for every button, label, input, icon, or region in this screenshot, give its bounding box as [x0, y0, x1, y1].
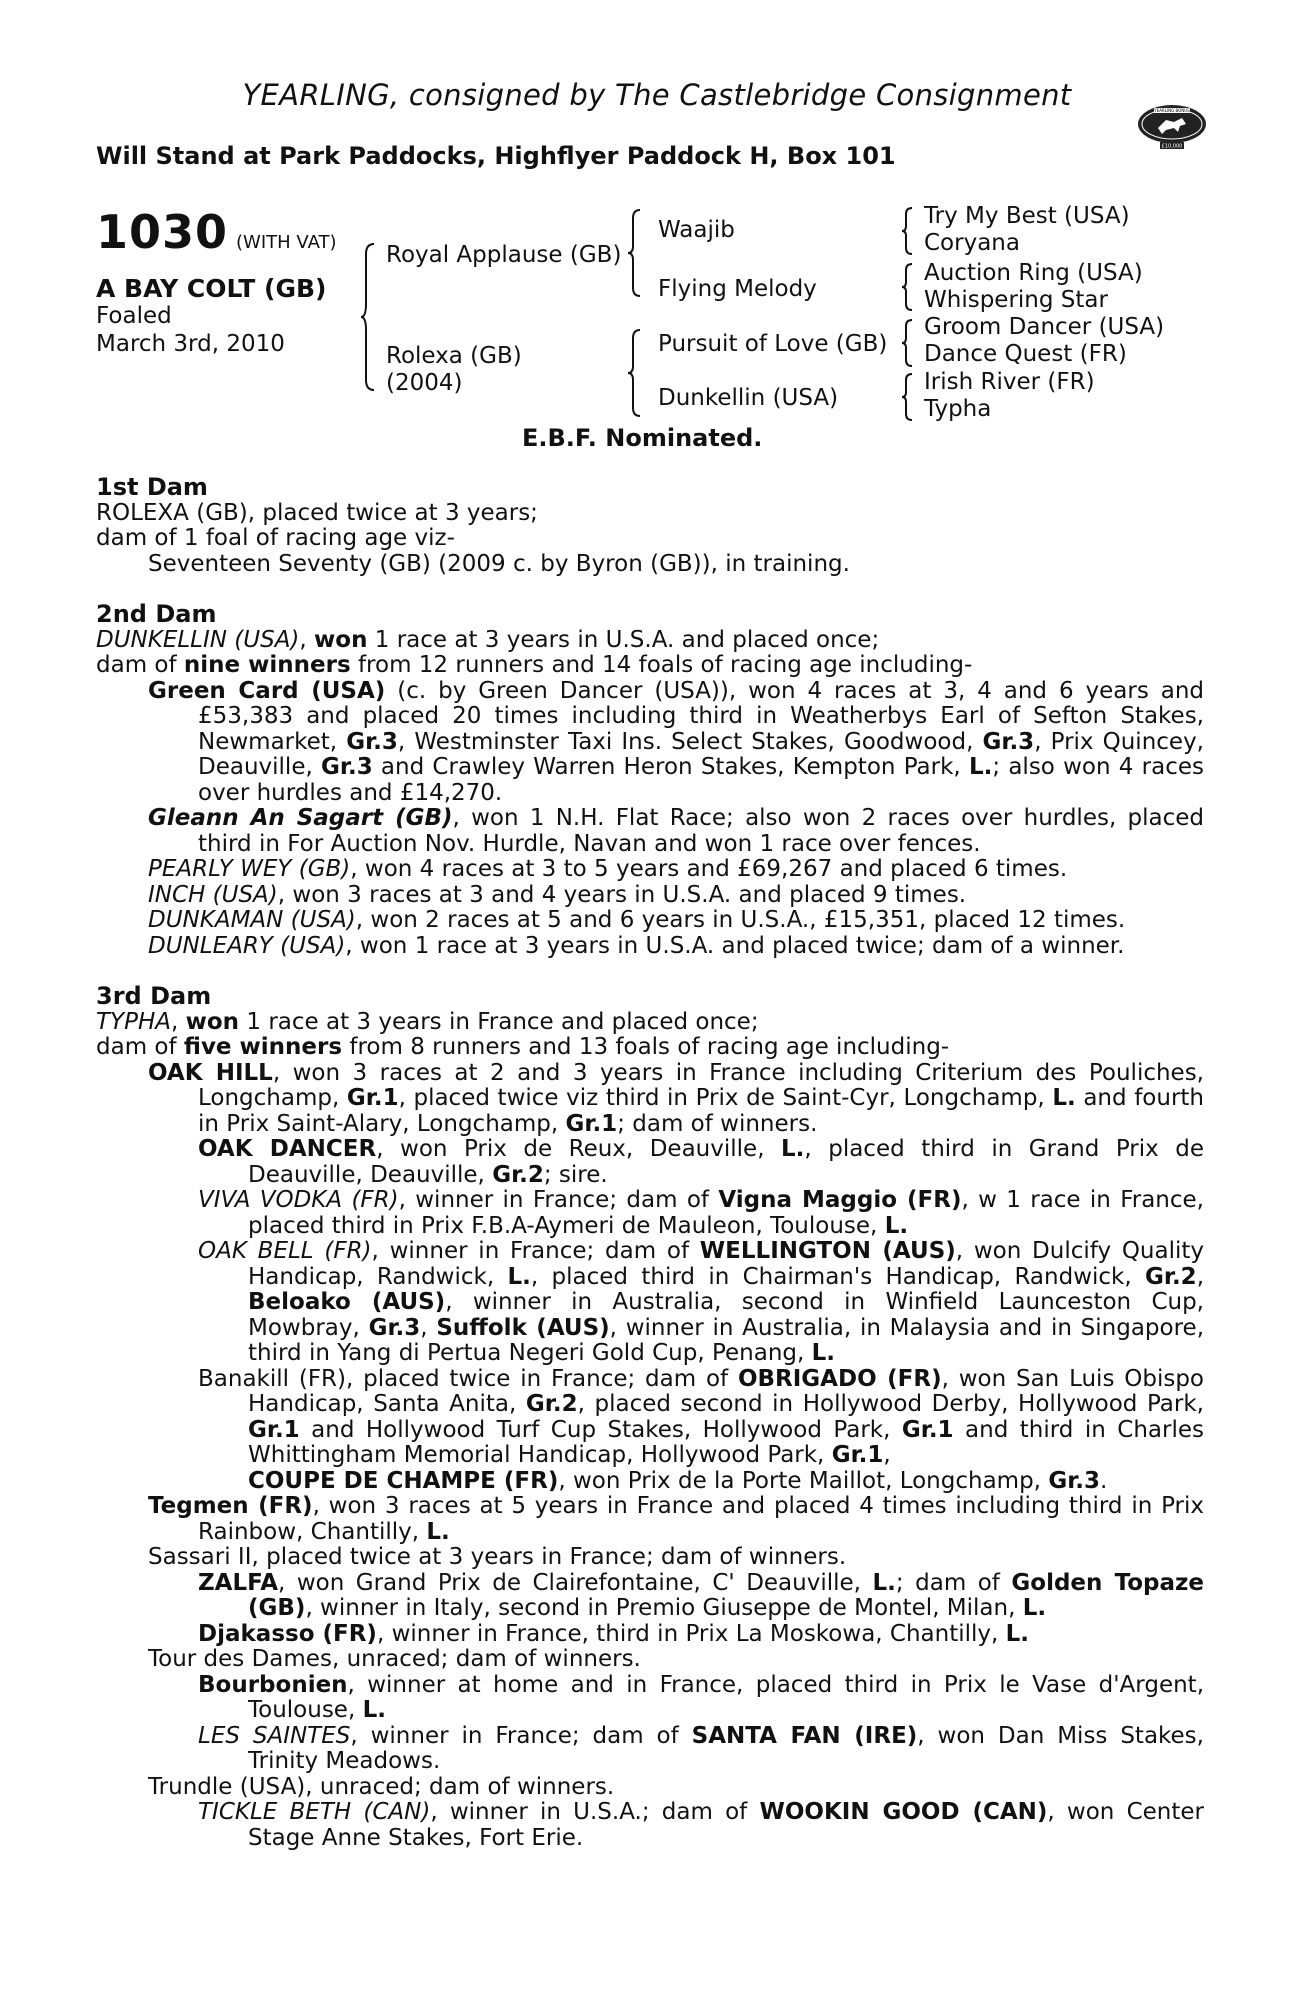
- grade: Gr.2: [492, 1161, 544, 1188]
- horse-name: Djakasso (FR): [198, 1620, 377, 1647]
- text: , w 1 race in France, placed third in Prix F.B.A-Aymeri de Mauleon, Toulouse,: [248, 1187, 1204, 1239]
- text: , won 4 races at 3 to 5 years and £69,267 and placed 6 times.: [350, 856, 1068, 882]
- second-dam-line: DUNKELLIN (USA), won 1 race at 3 years in U.S.A. and placed once;: [96, 626, 880, 653]
- produce-entry: [96, 806, 1204, 857]
- horse-name: Suffolk (AUS): [436, 1314, 610, 1341]
- text: (c. by Green Dancer (USA)), won 4 races at 3, 4 and 6 years and £53,383 and placed 20 times including third in Weatherbys Earl of Sefton Stakes, Newmarket,: [198, 677, 1204, 755]
- horse-name: Golden Topaze (GB): [248, 1569, 1204, 1621]
- consignment-header: YEARLING, consigned by The Castlebridge Consignment: [242, 78, 1072, 112]
- listed: L.: [1052, 1085, 1076, 1111]
- text: , winner in Australia, second in Winfield Launceston Cup, Mowbray,: [248, 1289, 1204, 1341]
- horse-name: DUNKAMAN (USA): [148, 907, 356, 933]
- text: , won Grand Prix de Clairefontaine, C' Deauville,: [278, 1569, 873, 1596]
- grade: Gr.1: [901, 1416, 954, 1443]
- first-dam-line: dam of 1 foal of racing age viz-: [96, 525, 455, 551]
- produce-entry: [96, 908, 1204, 934]
- winners-count: five winners: [183, 1034, 343, 1060]
- stand-location: Will Stand at Park Paddocks, Highflyer Paddock H, Box 101: [96, 142, 896, 170]
- listed: L.: [362, 1697, 386, 1723]
- text: , winner in France; dam of: [350, 1722, 692, 1749]
- pedigree-g4: Whispering Star: [924, 287, 1108, 313]
- winners-count: nine winners: [183, 652, 351, 678]
- pedigree-brace-sire: [626, 208, 644, 298]
- pedigree-brace-main: [360, 242, 378, 392]
- text: , Westminster Taxi Ins. Select Stakes, Goodwood,: [397, 728, 983, 755]
- horse-name: DUNLEARY (USA): [148, 932, 346, 959]
- grade: Gr.1: [565, 1110, 618, 1137]
- text: , winner in Australia, in Malaysia and in Singapore, third in Yang di Pertua Negeri Gold Cup, Penang,: [248, 1314, 1204, 1366]
- produce-entry: [96, 857, 1204, 883]
- listed: L.: [781, 1136, 805, 1162]
- text: and fourth in Prix Saint-Alary, Longchamp,: [198, 1085, 1204, 1137]
- grade: Gr.3: [346, 728, 398, 755]
- pedigree-g6: Dance Quest (FR): [924, 341, 1127, 367]
- horse-name: OAK DANCER: [198, 1136, 377, 1162]
- listed: L.: [811, 1340, 836, 1366]
- text: , Prix Quincey, Deauville,: [198, 728, 1204, 780]
- third-dam-produce: [96, 1035, 1204, 1061]
- grade: Gr.3: [982, 728, 1035, 755]
- text: dam of: [96, 652, 184, 678]
- text: , winner in France; dam of: [398, 1187, 719, 1213]
- grade: Gr.3: [368, 1314, 421, 1341]
- yearling-bonus-badge: [1136, 100, 1208, 152]
- text: from 12 runners and 14 foals of racing age including-: [350, 652, 973, 678]
- listed: L.: [968, 754, 993, 780]
- second-dam-heading: 2nd Dam: [96, 600, 217, 628]
- listed: L.: [872, 1569, 896, 1596]
- horse-name: INCH (USA): [148, 881, 278, 908]
- produce-entry: [96, 1188, 1204, 1239]
- horse-name: WELLINGTON (AUS): [699, 1238, 956, 1264]
- horse-name: OAK HILL: [148, 1059, 273, 1086]
- pedigree-dam-year: (2004): [386, 370, 463, 396]
- horse-name: Green Card (USA): [148, 677, 386, 704]
- text: , placed third in Grand Prix de Deauville, Deauville,: [248, 1136, 1205, 1188]
- text: , won San Luis Obispo Handicap, Santa Anita,: [248, 1365, 1204, 1417]
- third-dam-heading: 3rd Dam: [96, 982, 212, 1010]
- produce-entry: [96, 1239, 1204, 1367]
- text: , winner in France, third in Prix La Moskowa, Chantilly,: [376, 1620, 1006, 1647]
- horse-name: OAK BELL (FR): [198, 1238, 372, 1264]
- lot-number: 1030: [96, 205, 229, 259]
- horse-name: ZALFA: [198, 1569, 279, 1596]
- pedigree-dam-dam: Dunkellin (USA): [658, 385, 839, 411]
- text: , won 3 races at 5 years in France and placed 4 times including third in Prix Rainbow, Chantilly,: [198, 1493, 1204, 1545]
- first-dam-heading: 1st Dam: [96, 473, 208, 501]
- catalogue-body: [96, 475, 1204, 1851]
- horse-name: PEARLY WEY (GB): [148, 856, 351, 882]
- text: , won 3 races at 2 and 3 years in France including Criterium des Pouliches, Longchamp,: [198, 1059, 1204, 1111]
- text: and third in Charles Whittingham Memorial Handicap, Hollywood Park,: [248, 1416, 1204, 1468]
- text: from 8 runners and 13 foals of racing age including-: [342, 1034, 950, 1060]
- pedigree-g8: Typha: [924, 396, 992, 422]
- horse-name: COUPE DE CHAMPE (FR): [248, 1467, 559, 1494]
- text: , won Dan Miss Stakes, Trinity Meadows.: [248, 1722, 1204, 1774]
- text: ; dam of winners.: [617, 1110, 818, 1137]
- produce-entry: Trundle (USA), unraced; dam of winners.: [148, 1773, 615, 1800]
- listed: L.: [1005, 1620, 1030, 1647]
- grade: Gr.1: [346, 1085, 399, 1111]
- pedigree-sire: Royal Applause (GB): [386, 242, 622, 268]
- dam-name: DUNKELLIN (USA): [96, 626, 300, 653]
- grade: Gr.2: [1145, 1263, 1197, 1290]
- text: , won 1 N.H. Flat Race; also won 2 races over hurdles, placed third in For Auction Nov. Hurdle, Navan and won 1 race over fences.: [198, 805, 1205, 857]
- produce-entry: [96, 1571, 1204, 1622]
- horse-name: Vigna Maggio (FR): [718, 1187, 962, 1213]
- horse-name: Gleann An Sagart (GB): [148, 805, 453, 831]
- grade: Gr.2: [525, 1391, 578, 1417]
- produce-entry: [96, 1673, 1204, 1724]
- pedigree-g1: Try My Best (USA): [924, 203, 1130, 229]
- pedigree-brace-g4: [900, 372, 916, 422]
- text: , placed twice viz third in Prix de Saint-Cyr, Longchamp,: [398, 1085, 1053, 1111]
- third-dam-line: TYPHA, won 1 race at 3 years in France and placed once;: [96, 1008, 759, 1035]
- pedigree-brace-dam: [626, 328, 644, 418]
- text: ,: [420, 1314, 437, 1341]
- text: , won 1 race at 3 years in U.S.A. and placed twice; dam of a winner.: [345, 932, 1125, 959]
- text: , won Prix de Reux, Deauville,: [376, 1136, 781, 1162]
- text: , won Dulcify Quality Handicap, Randwick,: [248, 1238, 1205, 1290]
- text: ,: [883, 1442, 891, 1468]
- text: ; also won 4 races over hurdles and £14,270.: [198, 754, 1204, 806]
- horse-name: TICKLE BETH (CAN): [198, 1799, 431, 1825]
- won-label: won: [185, 1008, 240, 1035]
- listed: L.: [884, 1212, 909, 1239]
- grade: Gr.1: [248, 1416, 300, 1443]
- text: , winner in France; dam of: [371, 1238, 700, 1264]
- second-dam-produce: [96, 653, 1204, 679]
- text: , won Prix de la Porte Maillot, Longchamp,: [558, 1467, 1049, 1494]
- pedigree-g3: Auction Ring (USA): [924, 260, 1143, 286]
- horse-name: Bourbonien: [198, 1671, 348, 1698]
- produce-entry: [96, 1367, 1204, 1495]
- horse-name: VIVA VODKA (FR): [198, 1187, 399, 1213]
- badge-bottom-text: £10,000: [1161, 143, 1183, 150]
- text: ; dam of: [895, 1569, 1012, 1596]
- horse-name: SANTA FAN (IRE): [691, 1722, 918, 1749]
- text: , winner in U.S.A.; dam of: [430, 1799, 760, 1825]
- pedigree-g7: Irish River (FR): [924, 369, 1095, 395]
- foaled-date: March 3rd, 2010: [96, 331, 285, 357]
- text: , placed third in Chairman's Handicap, Randwick,: [530, 1263, 1145, 1290]
- text: and Crawley Warren Heron Stakes, Kempton Park,: [372, 754, 969, 780]
- text: ; sire.: [543, 1161, 608, 1188]
- horse-name: OBRIGADO (FR): [737, 1365, 942, 1392]
- dam-name: TYPHA: [96, 1008, 171, 1035]
- horse-name: Beloako (AUS): [248, 1289, 446, 1315]
- text: , winner in Italy, second in Premio Giuseppe de Montel, Milan,: [305, 1595, 1023, 1621]
- pedigree-sire-sire: Waajib: [658, 217, 735, 243]
- listed: L.: [507, 1263, 531, 1290]
- text: dam of: [96, 1034, 184, 1060]
- vat-label: (WITH VAT): [236, 232, 337, 253]
- produce-entry: [96, 1137, 1204, 1188]
- text: Banakill (FR), placed twice in France; dam of: [198, 1365, 738, 1392]
- pedigree-dam-sire: Pursuit of Love (GB): [658, 331, 888, 357]
- text: , won 3 races at 3 and 4 years in U.S.A. and placed 9 times.: [277, 881, 967, 908]
- badge-top-text: YEARLING BONUS: [1154, 108, 1190, 113]
- produce-entry: Sassari II, placed twice at 3 years in France; dam of winners.: [148, 1544, 847, 1570]
- first-dam-line: ROLEXA (GB), placed twice at 3 years;: [96, 499, 538, 526]
- grade: Gr.1: [831, 1442, 884, 1468]
- pedigree-brace-g2: [900, 262, 916, 312]
- pedigree-dam: Rolexa (GB): [386, 343, 522, 369]
- won-label: won: [314, 626, 368, 653]
- text: ,: [1196, 1263, 1204, 1290]
- foaled-label: Foaled: [96, 303, 172, 329]
- dam-record: 1 race at 3 years in France and placed once;: [239, 1008, 759, 1035]
- first-dam-foal: Seventeen Seventy (GB) (2009 c. by Byron (GB)), in training.: [148, 550, 850, 577]
- text: and Hollywood Turf Cup Stakes, Hollywood Park,: [299, 1416, 902, 1443]
- produce-entry: [96, 934, 1204, 960]
- pedigree-g2: Coryana: [924, 230, 1020, 256]
- horse-name: Tegmen (FR): [148, 1493, 313, 1519]
- ebf-nominated: E.B.F. Nominated.: [522, 424, 763, 452]
- produce-entry: [96, 1622, 1204, 1648]
- grade: Gr.3: [321, 754, 373, 780]
- produce-entry: Tour des Dames, unraced; dam of winners.: [148, 1646, 641, 1672]
- text: .: [1100, 1467, 1108, 1494]
- produce-entry: [96, 1800, 1204, 1851]
- produce-entry: [96, 1724, 1204, 1775]
- produce-entry: [96, 883, 1204, 909]
- text: , won Center Stage Anne Stakes, Fort Erie.: [248, 1799, 1204, 1851]
- pedigree-brace-g1: [900, 206, 916, 256]
- text: , winner at home and in France, placed third in Prix le Vase d'Argent, Toulouse,: [248, 1671, 1204, 1723]
- foaled-info: [96, 302, 285, 358]
- produce-entry: [96, 1061, 1204, 1138]
- listed: L.: [426, 1518, 450, 1545]
- listed: L.: [1022, 1595, 1047, 1621]
- pedigree-g5: Groom Dancer (USA): [924, 314, 1165, 340]
- pedigree-brace-g3: [900, 318, 916, 368]
- lot-number-block: [96, 205, 337, 259]
- text: , placed second in Hollywood Derby, Hollywood Park,: [577, 1391, 1204, 1417]
- lot-description: A BAY COLT (GB): [96, 274, 327, 303]
- grade: Gr.3: [1048, 1467, 1100, 1494]
- horse-name: LES SAINTES: [198, 1722, 351, 1749]
- horse-name: WOOKIN GOOD (CAN): [759, 1799, 1048, 1825]
- pedigree-sire-dam: Flying Melody: [658, 276, 817, 302]
- text: , won 2 races at 5 and 6 years in U.S.A., £15,351, placed 12 times.: [355, 907, 1126, 933]
- dam-record: 1 race at 3 years in U.S.A. and placed once;: [367, 626, 880, 653]
- produce-entry: [96, 1494, 1204, 1545]
- produce-entry: [96, 679, 1204, 807]
